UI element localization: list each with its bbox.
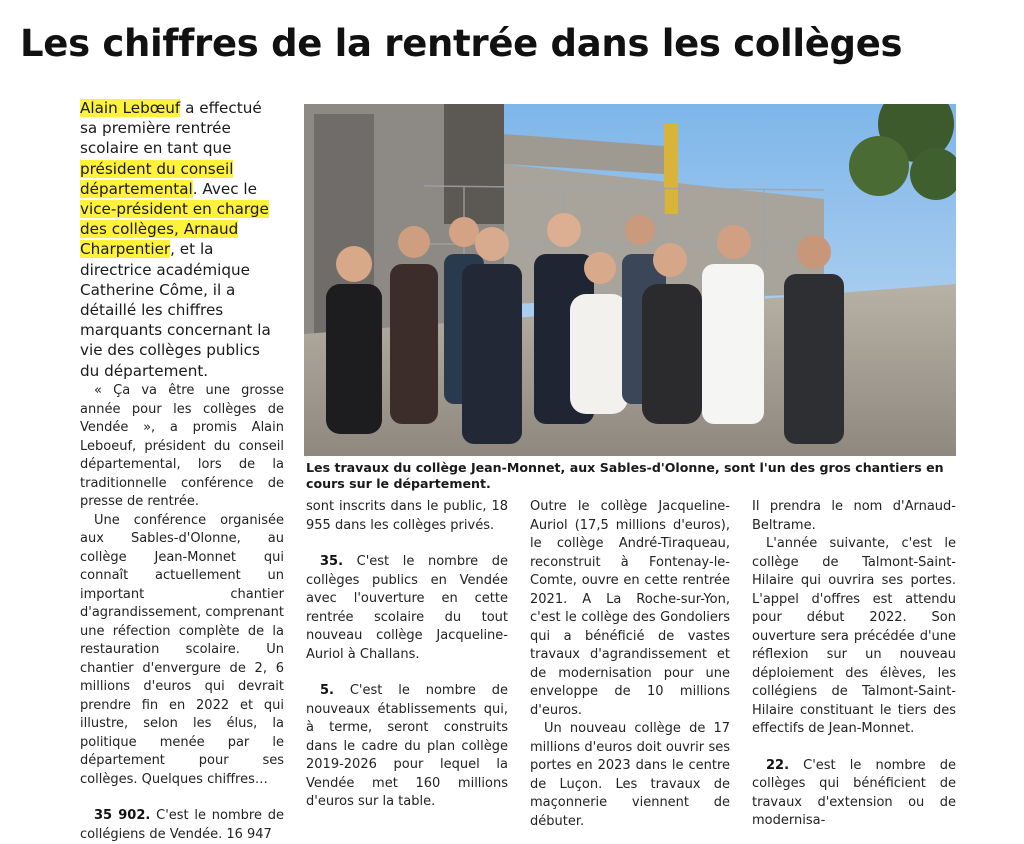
lead-text: , et la directrice académique Catherine Côme, il a détaillé les chiffres marquants concernant la vie des collèges publics du département. [80, 240, 271, 380]
lead-highlight-role: président du conseil départemental [80, 159, 234, 198]
figure-paragraph [80, 807, 284, 844]
figure-paragraph [306, 553, 508, 664]
figure-number: 35 902. [94, 808, 151, 823]
article-column-3 [530, 498, 730, 831]
construction-group-photo [304, 104, 956, 456]
figure-number: 35. [320, 554, 344, 569]
figure-text: C'est le nombre de collèges publics en Vendée avec l'ouverture en cette rentrée scolaire du tout nouveau collège Jacqueline-Auriol à Challans. [306, 554, 508, 662]
figure-text: C'est le nombre de collèges qui bénéficient de travaux d'extension ou de modernisa- [752, 757, 956, 828]
body-paragraph: « Ça va être une grosse année pour les collèges de Vendée », a promis Alain Leboeuf, président du conseil départemental, lors de la traditionnelle conférence de presse de rentrée. [80, 383, 284, 509]
article-column-2 [306, 498, 508, 812]
figure-paragraph [752, 757, 956, 831]
news-photo [304, 104, 956, 456]
figure-number: 22. [766, 757, 790, 773]
headline: Les chiffres de la rentrée dans les collèges [20, 22, 903, 65]
body-paragraph: Il prendra le nom d'Arnaud-Beltrame. [752, 499, 956, 533]
body-paragraph: Un nouveau collège de 17 millions d'euros doit ouvrir ses portes en 2023 dans le centre de Luçon. Les travaux de maçonnerie viennent de débuter. [530, 721, 730, 829]
body-paragraph: Outre le collège Jacqueline-Auriol (17,5 millions d'euros), le collège André-Tiraqueau, reconstruit à Fontenay-le-Comte, ouvre en cette rentrée 2021. A La Roche-sur-Yon, c'est le collège des Gondoliers qui a bénéficié de vastes travaux d'agrandissement et de modernisation pour une enveloppe de 10 millions d'euros. [530, 499, 730, 718]
body-paragraph: sont inscrits dans le public, 18 955 dans les collèges privés. [306, 499, 508, 533]
lead-text: . Avec le [192, 179, 257, 198]
lead-highlight-vp: vice-président en charge des collèges, Arnaud Charpentier [80, 200, 269, 259]
lead-paragraph [80, 98, 276, 381]
photo-caption: Les travaux du collège Jean-Monnet, aux Sables-d'Olonne, sont l'un des gros chantiers en cours sur le département. [306, 460, 944, 491]
body-paragraph: L'année suivante, c'est le collège de Talmont-Saint-Hilaire qui ouvrira ses portes. L'appel d'offres est attendu pour début 2022. Son ouverture sera précédée d'une réflexion sur un nouveau déploiement des élèves, les collégiens de Talmont-Saint-Hilaire constituant le tiers des effectifs de Jean-Monnet. [752, 536, 956, 736]
lead-text: a effectué sa première rentrée scolaire en tant que [80, 99, 262, 158]
figure-paragraph [306, 682, 508, 812]
figure-text: C'est le nombre de nouveaux établissements qui, à terme, seront construits dans le cadre du plan collège 2019-2026 pour lequel la Vendée met 160 millions d'euros sur la table. [306, 683, 508, 809]
figure-number: 5. [320, 683, 334, 698]
article-column-4 [752, 498, 956, 831]
body-paragraph: Une conférence organisée aux Sables-d'Olonne, au collège Jean-Monnet qui connaît actuellement un important chantier d'agrandissement, comprenant une réfection complète de la restauration scolaire. Un chantier d'envergure de 2, 6 millions d'euros qui devrait prendre fin en 2022 et qui illustre, selon les élus, la politique menée par le département pour ses collèges. Quelques chiffres… [80, 512, 284, 787]
lead-highlight-name: Alain Lebœuf [80, 99, 181, 117]
article-column-1 [80, 382, 284, 844]
figure-text: C'est le nombre de collégiens de Vendée. 16 947 [80, 808, 284, 842]
